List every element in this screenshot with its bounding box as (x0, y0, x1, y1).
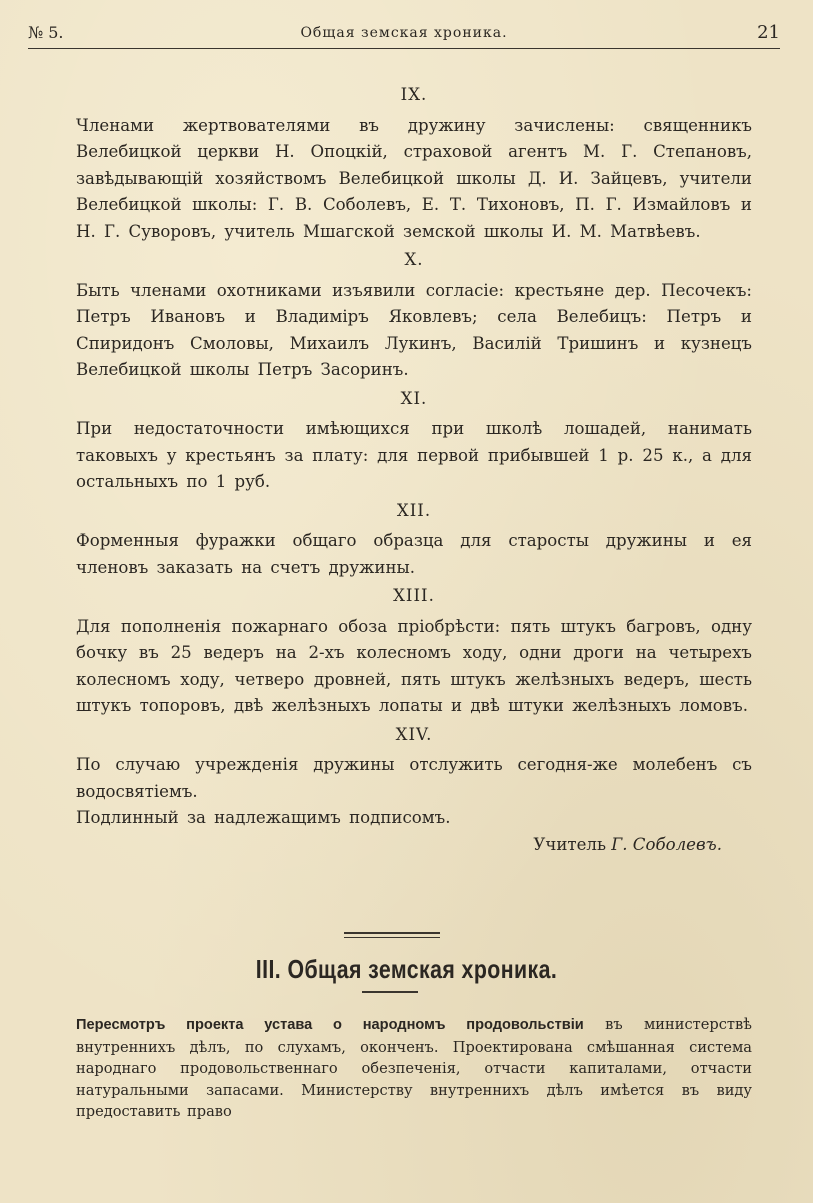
paragraph: Подлинный за надлежащимъ подписомъ. (76, 808, 451, 827)
section-numeral: IX. (400, 85, 428, 104)
paragraph: Членами жертвователями въ дружину зачислены: священникъ Велебицкой церкви Н. Опоцкій, страховой агентъ М. Г. Степановъ, завѣдывающій хозяйствомъ Велебицкой школы Д. И. Зайцевъ, учители Велебицкой школы: Г. В. Соболевъ, Е. Т. Тихоновъ, П. Г. Измайловъ и Н. Г. Суворовъ, учитель Мшагской земской школы И. М. Матвѣевъ. (76, 115, 752, 241)
issue-number: № 5. (28, 23, 64, 42)
news-text: въ министерствѣ внутреннихъ дѣлъ, по слухамъ, оконченъ. Проектирована смѣшанная система народнаго продовольственнаго обезпеченія, отчасти капиталами, отчасти натуральными запасами. Министерству внутреннихъ дѣлъ имѣется въ виду предоставить право (76, 1016, 752, 1120)
section-numeral: X. (404, 250, 424, 269)
news-lead: Пересмотръ проекта устава о народномъ продовольствіи (76, 1017, 584, 1033)
paragraph: Быть членами охотниками изъявили согласіе: крестьяне дер. Песочекъ: Петръ Ивановъ и Владиміръ Яковлевъ; села Велебицъ: Петръ и Спиридонъ Смоловы, Михаилъ Лукинъ, Василій Тришинъ и кузнецъ Велебицкой школы Петръ Засоринъ. (76, 280, 752, 379)
chapter-underline (362, 991, 418, 993)
paragraph: Форменныя фуражки общаго образца для старосты дружины и ея членовъ заказать на счетъ дружины. (76, 531, 752, 577)
article-body (76, 80, 752, 858)
page-number: 21 (757, 22, 780, 43)
signature-role: Учитель (533, 834, 606, 854)
signature (76, 832, 722, 859)
section-numeral: XIII. (393, 586, 435, 605)
running-title: Общая земская хроника. (300, 25, 508, 41)
paragraph: Для пополненія пожарнаго обоза пріобрѣсти: пять штукъ багровъ, одну бочку въ 25 ведеръ на 2-хъ колесномъ ходу, одни дроги на четырехъ колесномъ ходу, четверо дровней, пять штукъ желѣзныхъ ведеръ, шесть штукъ топоровъ, двѣ желѣзныхъ лопаты и двѣ штуки желѣзныхъ ломовъ. (76, 616, 752, 715)
news-paragraph (76, 1014, 752, 1123)
running-header (28, 22, 780, 49)
divider-line (344, 932, 440, 934)
signature-name: Г. Соболевъ. (611, 834, 722, 854)
divider-line (344, 937, 440, 939)
section-numeral: XII. (396, 500, 432, 520)
section-numeral: XI. (400, 388, 428, 408)
paragraph: По случаю учрежденія дружины отслужить сегодня-же молебенъ съ водосвятіемъ. (76, 755, 752, 801)
chapter-heading: III. Общая земская хроника. (255, 954, 558, 984)
section-divider (344, 932, 440, 941)
paragraph: При недостаточности имѣющихся при школѣ лошадей, нанимать таковыхъ у крестьянъ за плату: для первой прибывшей 1 р. 25 к., а для остальныхъ по 1 руб. (76, 419, 752, 491)
section-numeral: XIV. (395, 724, 433, 744)
